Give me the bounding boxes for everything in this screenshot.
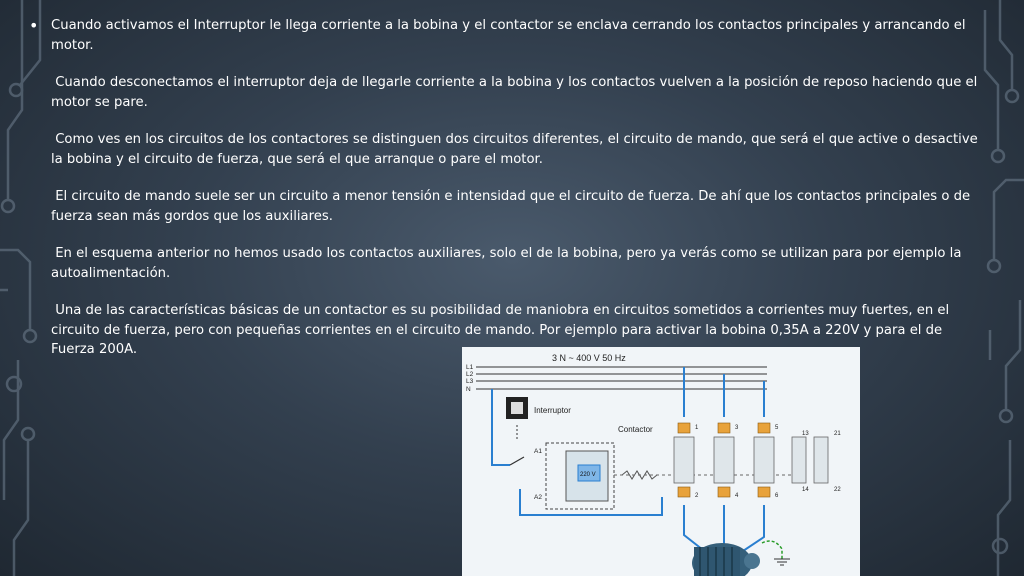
- main-terminal-6: 6: [775, 493, 779, 499]
- line-label-l3: L3: [466, 378, 474, 385]
- contactor-circuit-diagram: [462, 347, 860, 576]
- switch-contact: [510, 457, 524, 465]
- coil-terminal-a1: A1: [534, 448, 542, 455]
- contactor-label: Contactor: [618, 425, 653, 434]
- paragraph-3: Como ves en los circuitos de los contactores se distinguen dos circuitos diferentes, el circuito de mando, que será el que active o desactive la bobina y el circuito de fuerza, que será el que arranque o pare el motor.: [51, 132, 982, 167]
- ground-icon: [774, 559, 790, 565]
- line-label-n: N: [466, 386, 471, 393]
- supply-label: 3 N ~ 400 V 50 Hz: [552, 353, 626, 363]
- switch-label: Interruptor: [534, 406, 571, 415]
- line-label-l1: L1: [466, 364, 474, 371]
- main-terminal-5: 5: [775, 425, 779, 431]
- aux-terminal-21: 21: [834, 431, 841, 437]
- paragraph-4: El circuito de mando suele ser un circuito a menor tensión e intensidad que el circuito de fuerza. De ahí que los contactos principales o de fuerza sean más gordos que los auxiliares.: [51, 189, 975, 224]
- main-terminal-4: 4: [735, 493, 739, 499]
- coil-terminal-a2: A2: [534, 494, 542, 501]
- paragraph-1: Cuando activamos el Interruptor le llega corriente a la bobina y el contactor se enclava cerrando los contactos principales y arrancando el motor.: [51, 18, 970, 53]
- aux-terminal-22: 22: [834, 487, 841, 493]
- paragraph-2: Cuando desconectamos el interruptor deja de llegarle corriente a la bobina y los contactos vuelven a la posición de reposo haciendo que el motor se pare.: [51, 75, 982, 110]
- motor: [692, 543, 760, 576]
- slide-body: [29, 16, 982, 378]
- aux-terminal-13: 13: [802, 431, 809, 437]
- coil-voltage: 220 V: [580, 472, 596, 478]
- paragraph-5: En el esquema anterior no hemos usado los contactos auxiliares, solo el de la bobina, pero ya verás como se utilizan para por ejemplo la autoalimentación.: [51, 246, 966, 281]
- line-label-l2: L2: [466, 371, 474, 378]
- aux-terminal-14: 14: [802, 487, 809, 493]
- main-terminal-3: 3: [735, 425, 739, 431]
- switch-knob: [511, 402, 523, 414]
- main-terminal-2: 2: [695, 493, 699, 499]
- bullet: •: [29, 16, 39, 35]
- main-terminal-1: 1: [695, 425, 699, 431]
- contact-blocks: [674, 437, 828, 483]
- paragraph-6: Una de las características básicas de un contactor es su posibilidad de maniobra en circuitos sometidos a corrientes muy fuertes, en el circuito de fuerza, pero con pequeñas corrientes en el circuito de mando. Por ejemplo para activar la bobina 0,35A a 220V y para el de Fuerza 200A.: [51, 303, 954, 357]
- ground-wire: [762, 541, 782, 559]
